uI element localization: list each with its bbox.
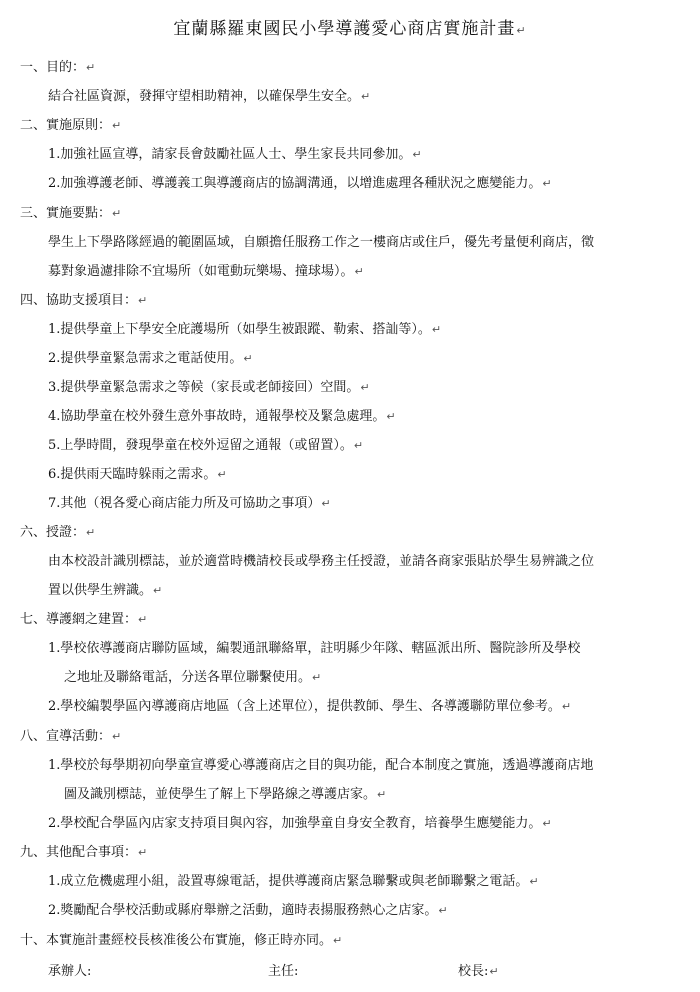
- section-6-body: 置以供學生辨識。↵: [48, 583, 163, 598]
- section-8-item: 1.學校於每學期初向學童宣導愛心導護商店之目的與功能，配合本制度之實施，透過導護商店地: [48, 758, 594, 773]
- section-9-heading: 九、其他配合事項：↵: [20, 845, 148, 860]
- section-7-heading: 七、導護網之建置：↵: [20, 612, 148, 627]
- section-4-item: 1.提供學童上下學安全庇護場所（如學生被跟蹤、勒索、搭訕等）。↵: [48, 322, 442, 337]
- section-7-item: 2.學校編製學區內導護商店地區（含上述單位），提供教師、學生、各導護聯防單位參考。↵: [48, 699, 572, 714]
- section-7-item: 之地址及聯絡電話，分送各單位聯繫使用。↵: [64, 670, 322, 685]
- section-4-item: 2.提供學童緊急需求之電話使用。↵: [48, 351, 253, 366]
- section-9-item: 2.獎勵配合學校活動或縣府舉辦之活動，適時表揚服務熱心之店家。↵: [48, 903, 448, 918]
- section-4-heading: 四、協助支援項目：↵: [20, 293, 148, 308]
- section-8-heading: 八、宣導活動：↵: [20, 729, 122, 744]
- section-2-item: 1.加強社區宣導，請家長會鼓勵社區人士、學生家長共同參加。↵: [48, 147, 422, 162]
- section-3-body: 學生上下學路隊經過的範圍區域，自願擔任服務工作之一樓商店或住戶，優先考量便利商店，徵: [48, 235, 595, 250]
- signature-director: 主任:: [268, 964, 299, 979]
- signature-handler: 承辦人:: [48, 964, 92, 979]
- document-title: 宜蘭縣羅東國民小學導護愛心商店實施計畫↵: [173, 19, 527, 39]
- section-6-body: 由本校設計識別標誌，並於適當時機請校長或學務主任授證，並請各商家張貼於學生易辨識之位: [48, 554, 595, 569]
- section-8-item: 圖及識別標誌，並使學生了解上下學路線之導護店家。↵: [64, 787, 387, 802]
- section-4-item: 5.上學時間，發現學童在校外逗留之通報（或留置）。↵: [48, 438, 364, 453]
- section-4-item: 6.提供雨天臨時躲雨之需求。↵: [48, 467, 227, 482]
- section-4-item: 7.其他（視各愛心商店能力所及可協助之事項）↵: [48, 496, 331, 511]
- section-1-heading: 一、目的：↵: [20, 60, 96, 75]
- section-2-item: 2.加強導護老師、導護義工與導護商店的協調溝通，以增進處理各種狀況之應變能力。↵: [48, 176, 552, 191]
- section-4-item: 4.協助學童在校外發生意外事故時，通報學校及緊急處理。↵: [48, 409, 396, 424]
- section-4-item: 3.提供學童緊急需求之等候（家長或老師接回）空間。↵: [48, 380, 370, 395]
- section-3-heading: 三、實施要點：↵: [20, 206, 122, 221]
- section-9-item: 1.成立危機處理小組，設置專線電話，提供導護商店緊急聯繫或與老師聯繫之電話。↵: [48, 874, 539, 889]
- section-7-item: 1.學校依導護商店聯防區域，編製通訊聯絡單，註明縣少年隊、轄區派出所、醫院診所及學校: [48, 641, 581, 656]
- section-3-body: 募對象過濾排除不宜場所（如電動玩樂場、撞球場）。↵: [48, 264, 364, 279]
- section-8-item: 2.學校配合學區內店家支持項目與內容，加強學童自身安全教育，培養學生應變能力。↵: [48, 816, 552, 831]
- section-10-heading: 十、本實施計畫經校長核准後公布實施，修正時亦同。↵: [20, 933, 343, 948]
- signature-principal: 校長:↵: [458, 964, 499, 979]
- section-1-body: 結合社區資源，發揮守望相助精神，以確保學生安全。↵: [48, 89, 371, 104]
- section-6-heading: 六、授證：↵: [20, 525, 96, 540]
- section-2-heading: 二、實施原則：↵: [20, 118, 122, 133]
